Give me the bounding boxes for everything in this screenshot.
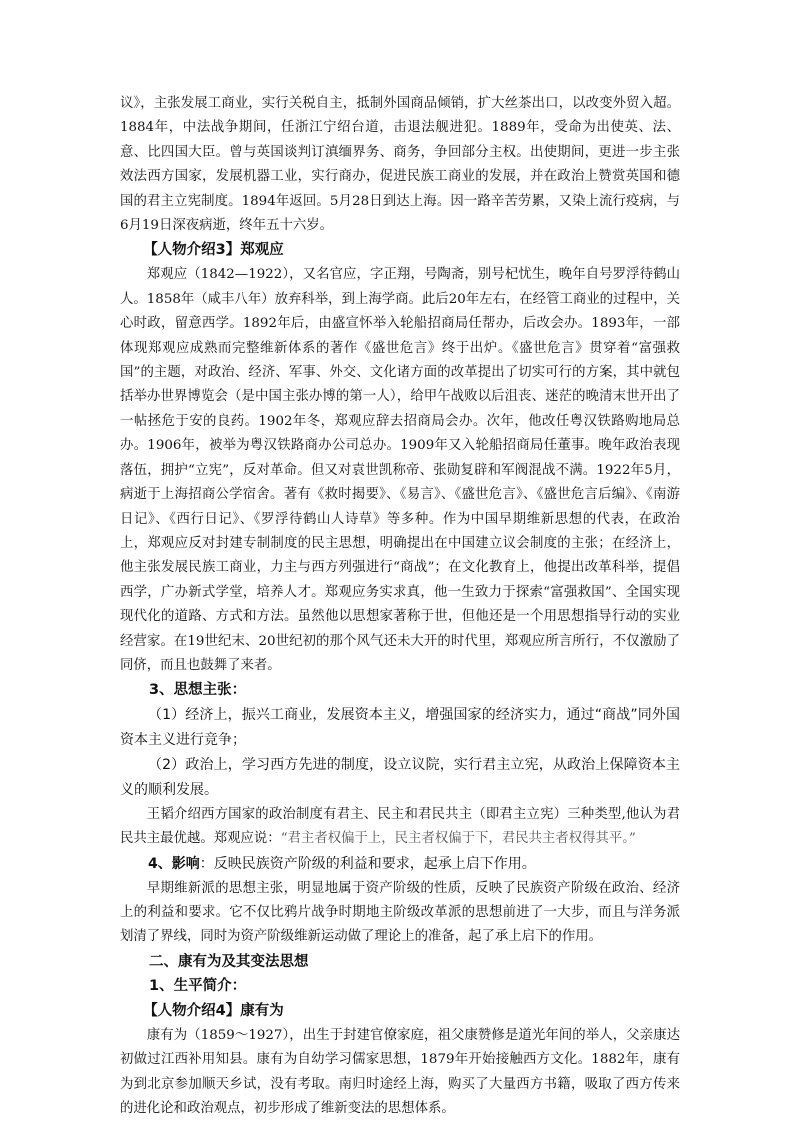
paragraph-zheng-guanying-bio: 郑观应（1842—1922），又名官应，字正翔，号陶斋，别号杞忧生，晚年自号罗浮待鹤山人。1858年（咸丰八年）放弃科举，到上海学商。此后20年左右，在经管工商业的过程中，关心时政，留意西学。1892年后，由盛宣怀举入轮船招商局任帮办，后改会办。1893年，一部体现郑观应成熟而完整维新体系的著作《盛世危言》终于出炉。《盛世危言》贯穿着“富强救国”的主题，对政治、经济、军事、外交、文化诸方面的改革提出了切实可行的方案，其中就包括举办世界博览会（是中国主张办博的第一人），给甲午战败以后沮丧、迷茫的晚清末世开出了一帖拯危于安的良药。1902年冬，郑观应辞去招商局会办。次年，他改任粤汉铁路购地局总办。1906年，被举为粤汉铁路商办公司总办。1909年又入轮船招商局任董事。晚年政治表现落伍，拥护“立宪”，反对革命。但又对袁世凯称帝、张勋复辟和军阀混战不满。1922年5月，病逝于上海招商公学宿舍。著有《救时揭要》、《易言》、《盛世危言》、《盛世危言后编》、《南游日记》、《西行日记》、《罗浮待鹤山人诗草》等多种。作为中国早期维新思想的代表，在政治上，郑观应反对封建专制制度的民主思想，明确提出在中国建立议会制度的主张；在经济上，他主张发展民族工商业，力主与西方列强进行“商战”；在文化教育上，他提出改革科举，提倡西学，广办新式学堂，培养人才。郑观应务实求真，他一生致力于探索“富强救国”、全国实现现代化的道路、方式和方法。虽然他以思想家著称于世，但他还是一个用思想指导行动的实业经营家。在19世纪末、20世纪初的那个风气还未大开的时代里，郑观应所言所行，不仅激励了同侪，而且也鼓舞了来者。 <box>120 267 680 673</box>
political-systems-text: 王韬介绍西方国家的政治制度有君主、民主和君民共主（即君主立宪）三种类型,他认为君民共主最优越。郑观应说： <box>120 806 680 847</box>
heading-thought-claims: 3、思想主张： <box>149 682 247 699</box>
paragraph-political-systems <box>120 803 680 852</box>
influence-text: ：反映民族资产阶级的利益和要求，起承上启下作用。 <box>199 855 536 872</box>
paragraph-influence <box>120 852 680 877</box>
heading-kang-youwei-section: 二、康有为及其变法思想 <box>149 953 309 970</box>
paragraph-early-reformers: 早期维新派的思想主张，明显地属于资产阶级的性质，反映了民族资产阶级在政治、经济上的利益和要求。它不仅比鸦片战争时期地主阶级改革派的思想前进了一大步，而且与洋务派划清了界线，同时为资产阶级维新运动做了理论上的准备，起了承上启下的作用。 <box>120 880 680 945</box>
paragraph-xue-fucheng-end: 议》，主张发展工商业，实行关税自主，抵制外国商品倾销，扩大丝茶出口，以改变外贸入超。1884年，中法战争期间，任浙江宁绍台道，击退法舰进犯。1889年，受命为出使英、法、意、比四国大臣。曾与英国谈判订滇缅界务、商务，争回部分主权。出使期间，更进一步主张效法西方国家，发展机器工业，实行商办，促进民族工商业的发展，并在政治上赞赏英国和德国的君主立宪制度。1894年返回。5月28日到达上海。因一路辛苦劳累，又染上流行疫病，与6月19日深夜病逝，终年五十六岁。 <box>120 96 680 234</box>
document-page <box>120 92 680 1122</box>
person-heading-zheng-guanying: 【人物介绍3】郑观应 <box>143 242 284 259</box>
heading-biography: 1、生平简介： <box>149 978 247 995</box>
paragraph-economic-claim: （1）经济上，振兴工商业，发展资本主义，增强国家的经济实力，通过“商战”同外国资本主义进行竞争； <box>120 706 680 748</box>
paragraph-political-claim: （2）政治上，学习西方先进的制度，设立议院，实行君主立宪，从政治上保障资本主义的顺利发展。 <box>120 756 680 798</box>
zheng-guanying-quote: “君主者权偏于上，民主者权偏于下，君民共主者权得其平。” <box>280 831 636 847</box>
person-heading-kang-youwei: 【人物介绍4】康有为 <box>143 1002 284 1019</box>
influence-label: 4、影响 <box>148 855 200 872</box>
paragraph-kang-youwei-bio: 康有为（1859～1927），出生于封建官僚家庭，祖父康赞修是道光年间的举人，父亲康达初做过江西补用知县。康有为自幼学习儒家思想，1879年开始接触西方文化。1882年，康有为到北京参加顺天乡试，没有考取。南归时途经上海，购买了大量西方书籍，吸取了西方传来的进化论和政治观点，初步形成了维新变法的思想体系。 <box>120 1027 680 1117</box>
